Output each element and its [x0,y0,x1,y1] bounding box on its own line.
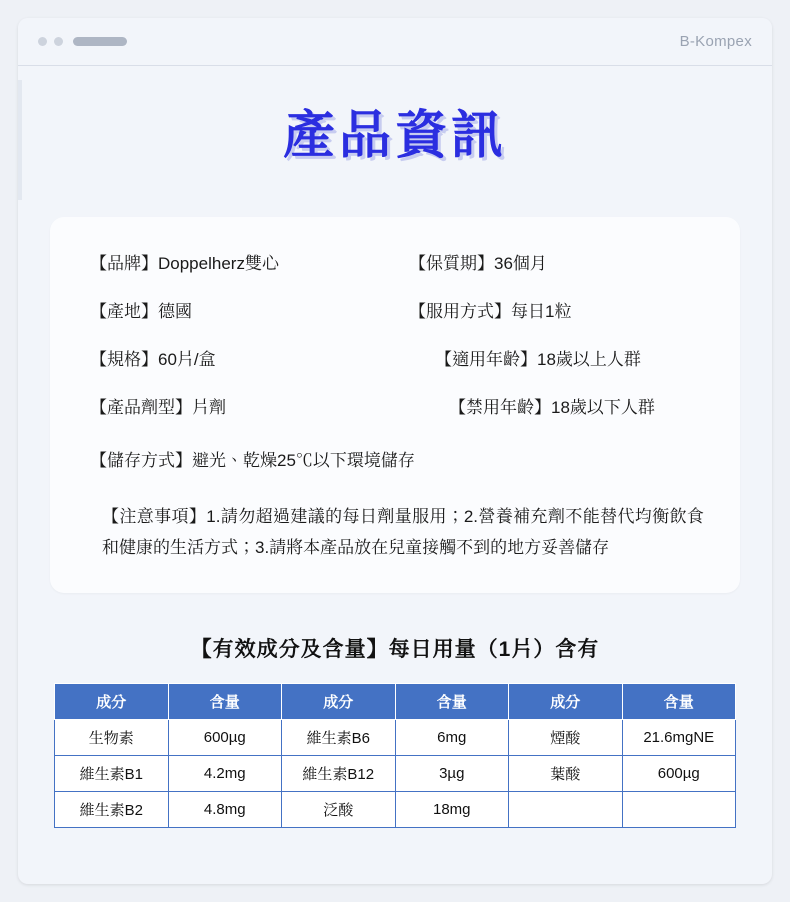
table-header-cell: 含量 [622,684,736,720]
table-cell: 600µg [622,756,736,792]
brand-label: B-Kompex [679,33,752,50]
table-header-cell: 含量 [395,684,509,720]
table-cell: 維生素B1 [55,756,169,792]
page-title: 產品資訊 [282,106,507,166]
table-cell: 維生素B12 [282,756,396,792]
table-row [55,756,736,792]
ingredients-table [54,683,736,828]
table-header-cell: 成分 [509,684,623,720]
table-cell: 4.2mg [168,756,282,792]
table-header-cell: 成分 [55,684,169,720]
info-shelf-life: 【保質期】36個月 [409,254,547,274]
window-pill-icon [73,37,127,46]
table-cell: 600µg [168,720,282,756]
browser-topbar [18,18,772,66]
info-brand: 【品牌】Doppelherz雙心 [90,254,279,274]
table-cell: 4.8mg [168,792,282,828]
table-cell: 3µg [395,756,509,792]
info-notes: 【注意事項】1.請勿超過建議的每日劑量服用；2.營養補充劑不能替代均衡飲食和健康的生活方式；3.請將本產品放在兒童接觸不到的地方妥善儲存 [102,506,704,557]
info-storage: 【儲存方式】避光、乾燥25℃以下環境儲存 [90,450,415,470]
info-restricted-age: 【禁用年齡】18歲以下人群 [449,398,655,418]
ingredients-table-wrap [54,683,736,828]
table-header-row [55,684,736,720]
table-cell: 葉酸 [509,756,623,792]
product-info-page [18,18,772,884]
window-dot-icon [54,37,63,46]
table-cell: 6mg [395,720,509,756]
table-cell: 21.6mgNE [622,720,736,756]
ingredients-heading: 【有效成分及含量】每日用量（1片）含有 [190,638,600,662]
table-cell: 維生素B2 [55,792,169,828]
table-header-cell: 含量 [168,684,282,720]
info-dosage-form: 【產品劑型】片劑 [90,398,226,418]
table-row [55,792,736,828]
table-row [55,720,736,756]
window-dot-icon [38,37,47,46]
info-usage: 【服用方式】每日1粒 [409,302,572,322]
page-edge-marker [18,80,22,200]
product-info-card [50,217,740,593]
table-cell-empty [622,792,736,828]
info-origin: 【產地】德國 [90,302,192,322]
table-cell: 維生素B6 [282,720,396,756]
table-cell: 生物素 [55,720,169,756]
table-cell: 泛酸 [282,792,396,828]
table-cell: 18mg [395,792,509,828]
table-cell: 煙酸 [509,720,623,756]
window-controls [38,37,127,46]
table-cell-empty [509,792,623,828]
table-header-cell: 成分 [282,684,396,720]
info-specification: 【規格】60片/盒 [90,350,216,370]
product-info-grid [84,253,706,470]
info-suitable-age: 【適用年齡】18歲以上人群 [435,350,641,370]
